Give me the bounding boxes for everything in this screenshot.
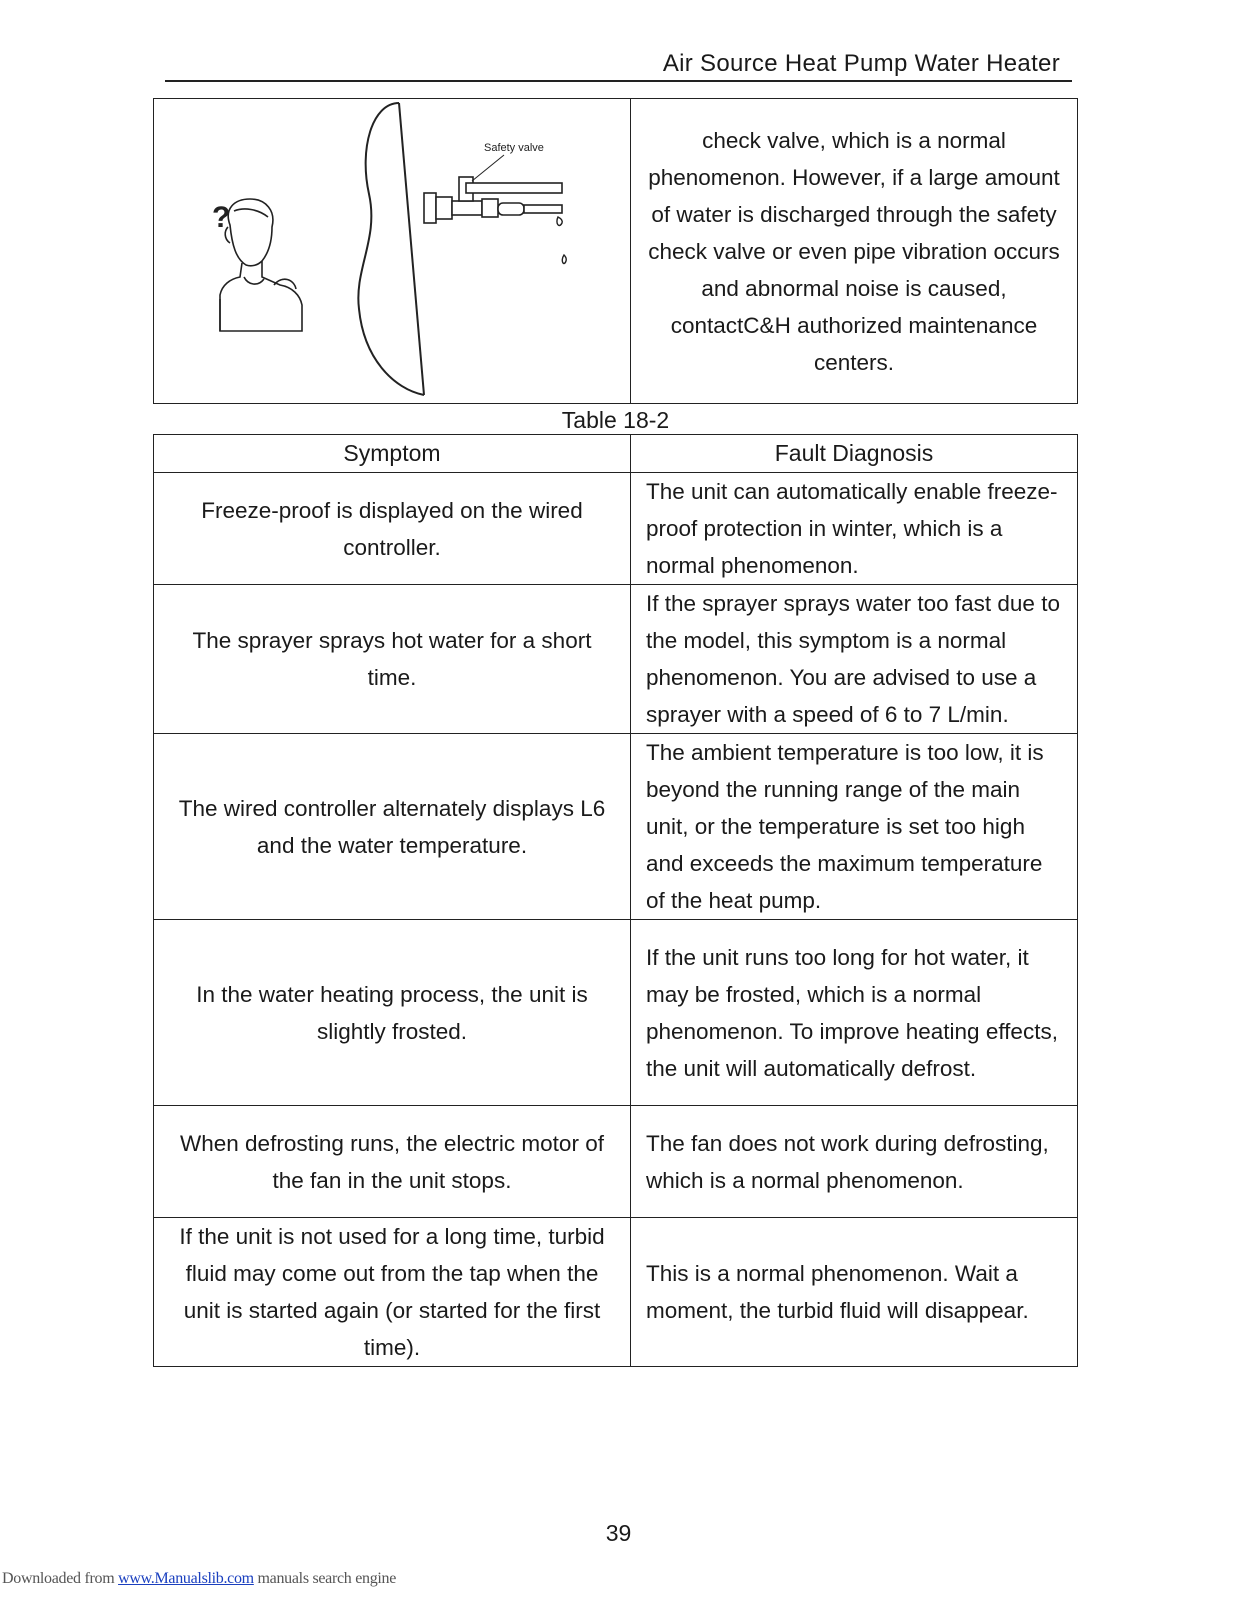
symptom-cell: In the water heating process, the unit is slightly frosted. [154,920,631,1106]
table-caption: Table 18-2 [561,407,670,433]
diagnosis-cell: If the unit runs too long for hot water, it may be frosted, which is a normal phenomenon. To improve heating effects, the unit will automatically defrost. [631,920,1078,1106]
safety-valve-illustration [154,99,630,403]
safety-valve-table [153,98,1078,404]
diagnosis-cell: The unit can automatically enable freeze-proof protection in winter, which is a normal phenomenon. [631,473,1078,585]
safety-valve-pointer [472,155,504,181]
header-divider [165,80,1072,82]
illustration-cell [154,99,631,404]
footer-prefix: Downloaded from [2,1570,119,1587]
confused-person-icon [220,199,302,331]
question-mark-icon: ? [212,201,231,234]
page-number: 39 [605,1520,632,1546]
table-row [154,1106,1078,1218]
symptom-cell: When defrosting runs, the electric motor of the fan in the unit stops. [154,1106,631,1218]
symptom-cell: Freeze-proof is displayed on the wired controller. [154,473,631,585]
table-row [154,585,1078,734]
symptom-cell: If the unit is not used for a long time, turbid fluid may come out from the tap when the unit is started again (or started for the first time). [154,1218,631,1367]
diagnosis-cell: This is a normal phenomenon. Wait a moment, the turbid fluid will disappear. [631,1218,1078,1367]
diagnosis-cell: The ambient temperature is too low, it is beyond the running range of the main unit, or the temperature is set too high and exceeds the maximum temperature of the heat pump. [631,734,1078,920]
table-row [154,920,1078,1106]
diagnosis-cell: The fan does not work during defrosting, which is a normal phenomenon. [631,1106,1078,1218]
safety-valve-label: Safety valve [484,142,544,154]
safety-valve-description: check valve, which is a normal phenomenon. However, if a large amount of water is discharged through the safety check valve or even pipe vibration occurs and abnormal noise is caused, contactC&H authorized maintenance centers. [631,99,1078,404]
page-header-title: Air Source Heat Pump Water Heater [662,50,1060,77]
table-row [154,473,1078,585]
symptom-header: Symptom [154,435,631,473]
table-row [154,734,1078,920]
diagnosis-cell: If the sprayer sprays water too fast due to the model, this symptom is a normal phenomenon. You are advised to use a sprayer with a speed of 6 to 7 L/min. [631,585,1078,734]
fault-diagnosis-header: Fault Diagnosis [631,435,1078,473]
fault-diagnosis-table [153,434,1078,1367]
footer-suffix: manuals search engine [253,1570,397,1587]
tank-outline [358,103,424,395]
symptom-cell: The wired controller alternately displays L6 and the water temperature. [154,734,631,920]
download-footer [2,1570,396,1588]
water-drops [557,217,566,263]
symptom-cell: The sprayer sprays hot water for a short time. [154,585,631,734]
table-header-row [154,435,1078,473]
manualslib-link[interactable]: www.Manualslib.com [118,1570,254,1587]
valve-assembly [424,177,562,223]
table-row [154,1218,1078,1367]
